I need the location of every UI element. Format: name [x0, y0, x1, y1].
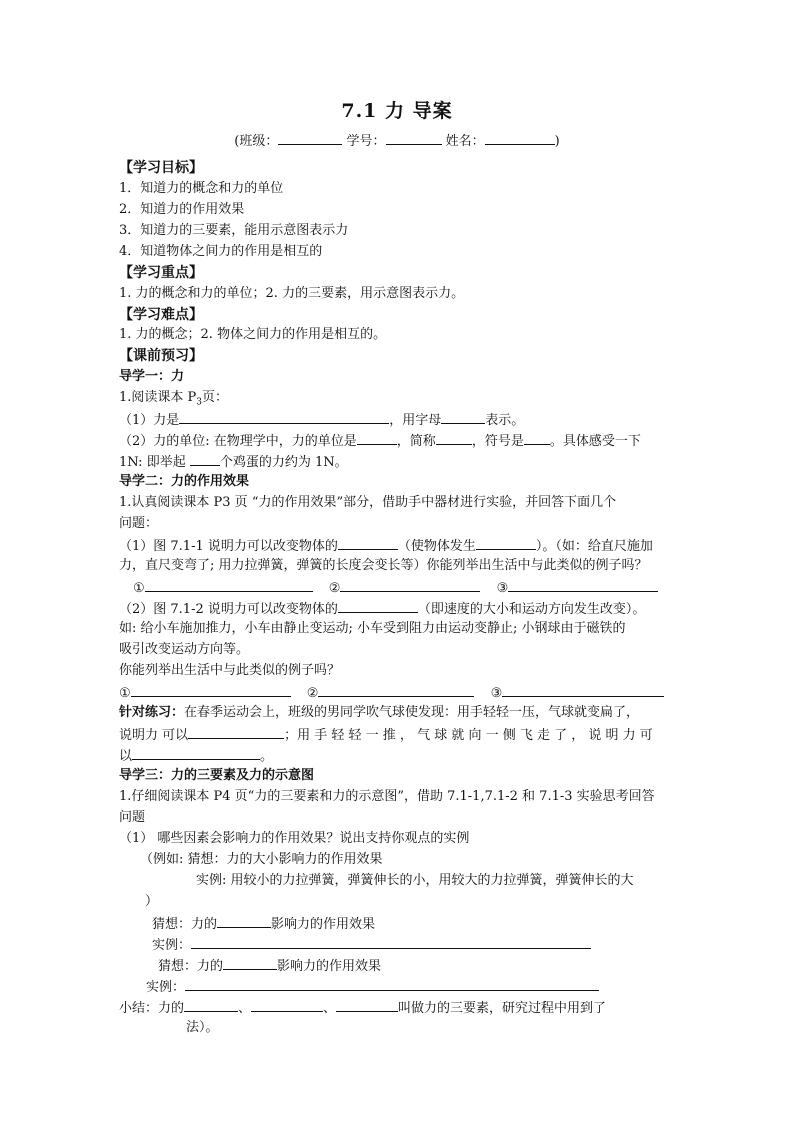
- answer-blank[interactable]: [318, 683, 474, 697]
- answer-blank[interactable]: [184, 998, 238, 1012]
- answer-blank[interactable]: [340, 578, 480, 592]
- guide2-intro: 问题：: [119, 516, 159, 531]
- class-blank[interactable]: [278, 131, 342, 145]
- answer-blank[interactable]: [338, 536, 398, 550]
- page-title: 7.1 力 导案: [341, 100, 453, 122]
- section-goals-heading: 【学习目标】: [119, 160, 203, 176]
- guide3-example: （例如: 猜想：力的大小影响力的作用效果: [140, 852, 383, 867]
- summary-line-end: 法）。: [186, 1020, 219, 1035]
- answer-blank[interactable]: [502, 683, 664, 697]
- answer-blank[interactable]: [179, 410, 389, 424]
- guide3-intro: 1.仔细阅读课本 P4 页“力的三要素和力的示意图”，借助 7.1-1,7.1-2 和 7.1-3 实验思考回答: [119, 789, 655, 804]
- guide2-q2: （2）图 7.1-2 说明力可以改变物体的 （即速度的大小和运动方向发生改变）。: [119, 599, 645, 619]
- answer-blank[interactable]: [441, 410, 485, 424]
- guide2-q2-ask: 你能列举出生活中与此类似的例子吗？: [119, 663, 341, 678]
- guide3-q1: （1） 哪些因素会影响力的作用效果？说出支持你观点的实例: [119, 831, 470, 846]
- section-preview-heading: 【课前预习】: [119, 348, 203, 364]
- id-label: 学号：: [346, 134, 386, 149]
- name-label: 姓名：: [445, 134, 485, 149]
- goal-item: 1．知道力的概念和力的单位: [119, 181, 284, 196]
- guess-line-1: 猜想：力的 影响力的作用效果: [152, 914, 375, 934]
- guide2-q2-cont: 吸引改变运动方向等。: [119, 642, 250, 657]
- answer-blank[interactable]: [223, 956, 277, 970]
- answer-blank[interactable]: [338, 599, 418, 613]
- practice-line-3: 以 。: [119, 746, 273, 766]
- answer-blank[interactable]: [476, 536, 536, 550]
- section-key-heading: 【学习重点】: [119, 265, 203, 281]
- guide1-q2: （2）力的单位: 在物理学中，力的单位是 ，简称 ，符号是 。具体感受一下: [119, 431, 641, 451]
- practice-line-2: 说明力 可以 ；用 手 轻 轻 一 推 ， 气 球 就 向 一 侧 飞 走 了 ， 说 明 力 可: [119, 725, 653, 745]
- guide2-intro: 1.认真阅读课本 P3 页 “力的作用效果”部分，借助手中器材进行实验，并回答下面几个: [119, 495, 617, 510]
- guide3-example-close: ）: [145, 894, 159, 909]
- answer-blank[interactable]: [188, 725, 284, 739]
- guide1-q2-cont: 1N: 即举起 个鸡蛋的力约为 1N。: [119, 452, 348, 472]
- guide3-heading: 导学三：力的三要素及力的示意图: [119, 768, 315, 783]
- guide2-heading: 导学二：力的作用效果: [119, 474, 250, 489]
- answer-blank[interactable]: [132, 746, 260, 760]
- answer-blank[interactable]: [185, 977, 599, 991]
- name-blank[interactable]: [485, 131, 555, 145]
- guide1-q1: （1）力是 ，用字母 表示。: [119, 410, 524, 430]
- practice-line-1: 针对练习：在春季运动会上，班级的男同学吹气球使发现：用手轻轻一压，气球就变扁了，: [119, 705, 640, 720]
- example-line-1: 实例：: [152, 935, 591, 955]
- difficulty-text: 1. 力的概念；2. 物体之间力的作用是相互的。: [119, 327, 387, 342]
- guide3-intro: 问题: [119, 810, 146, 825]
- student-info-line: [0, 130, 794, 149]
- guide3-example: 实例: 用较小的力拉弹簧，弹簧伸长的小，用较大的力拉弹簧，弹簧伸长的大: [196, 873, 634, 888]
- summary-line: 小结：力的 、 、 叫做力的三要素，研究过程中用到了: [119, 998, 606, 1018]
- answer-blank[interactable]: [508, 578, 658, 592]
- guide2-q1: （1）图 7.1-1 说明力可以改变物体的 （使物体发生 ）。（如：给直尺施加: [119, 536, 653, 556]
- guide2-q1-cont: 力，直尺变弯了; 用力拉弹簧，弹簧的长度会变长等）你能列举出生活中与此类似的例子吗？: [119, 558, 648, 573]
- class-label: (班级：: [234, 134, 279, 149]
- guess-line-2: 猜想：力的 影响力的作用效果: [158, 956, 381, 976]
- answer-blank[interactable]: [336, 998, 398, 1012]
- goal-item: 2．知道力的作用效果: [119, 202, 245, 217]
- answer-blank[interactable]: [217, 914, 271, 928]
- answer-blank[interactable]: [436, 431, 472, 445]
- goal-item: 3．知道力的三要素，能用示意图表示力: [119, 223, 349, 238]
- answer-blank[interactable]: [131, 683, 291, 697]
- section-difficulty-heading: 【学习难点】: [119, 307, 203, 323]
- answer-blank[interactable]: [251, 998, 323, 1012]
- goal-item: 4．知道物体之间力的作用是相互的: [119, 244, 323, 259]
- example-line-2: 实例：: [146, 977, 599, 997]
- answer-blank[interactable]: [191, 935, 591, 949]
- answer-blank[interactable]: [190, 452, 220, 466]
- close-paren: ): [554, 134, 560, 149]
- guide1-heading: 导学一：力: [119, 369, 185, 384]
- example-row-2: ① ② ③: [119, 683, 664, 703]
- id-blank[interactable]: [386, 131, 442, 145]
- example-row-1: ① ② ③: [133, 578, 658, 598]
- answer-blank[interactable]: [145, 578, 313, 592]
- answer-blank[interactable]: [357, 431, 397, 445]
- guide1-read: 1.阅读课本 $P_3$页：: [119, 390, 229, 408]
- key-text: 1. 力的概念和力的单位；2. 力的三要素，用示意图表示力。: [119, 286, 465, 301]
- answer-blank[interactable]: [524, 431, 550, 445]
- guide2-q2-cont: 如: 给小车施加推力，小车由静止变运动; 小车受到阻力由运动变静止; 小钢球由于磁铁的: [119, 621, 626, 636]
